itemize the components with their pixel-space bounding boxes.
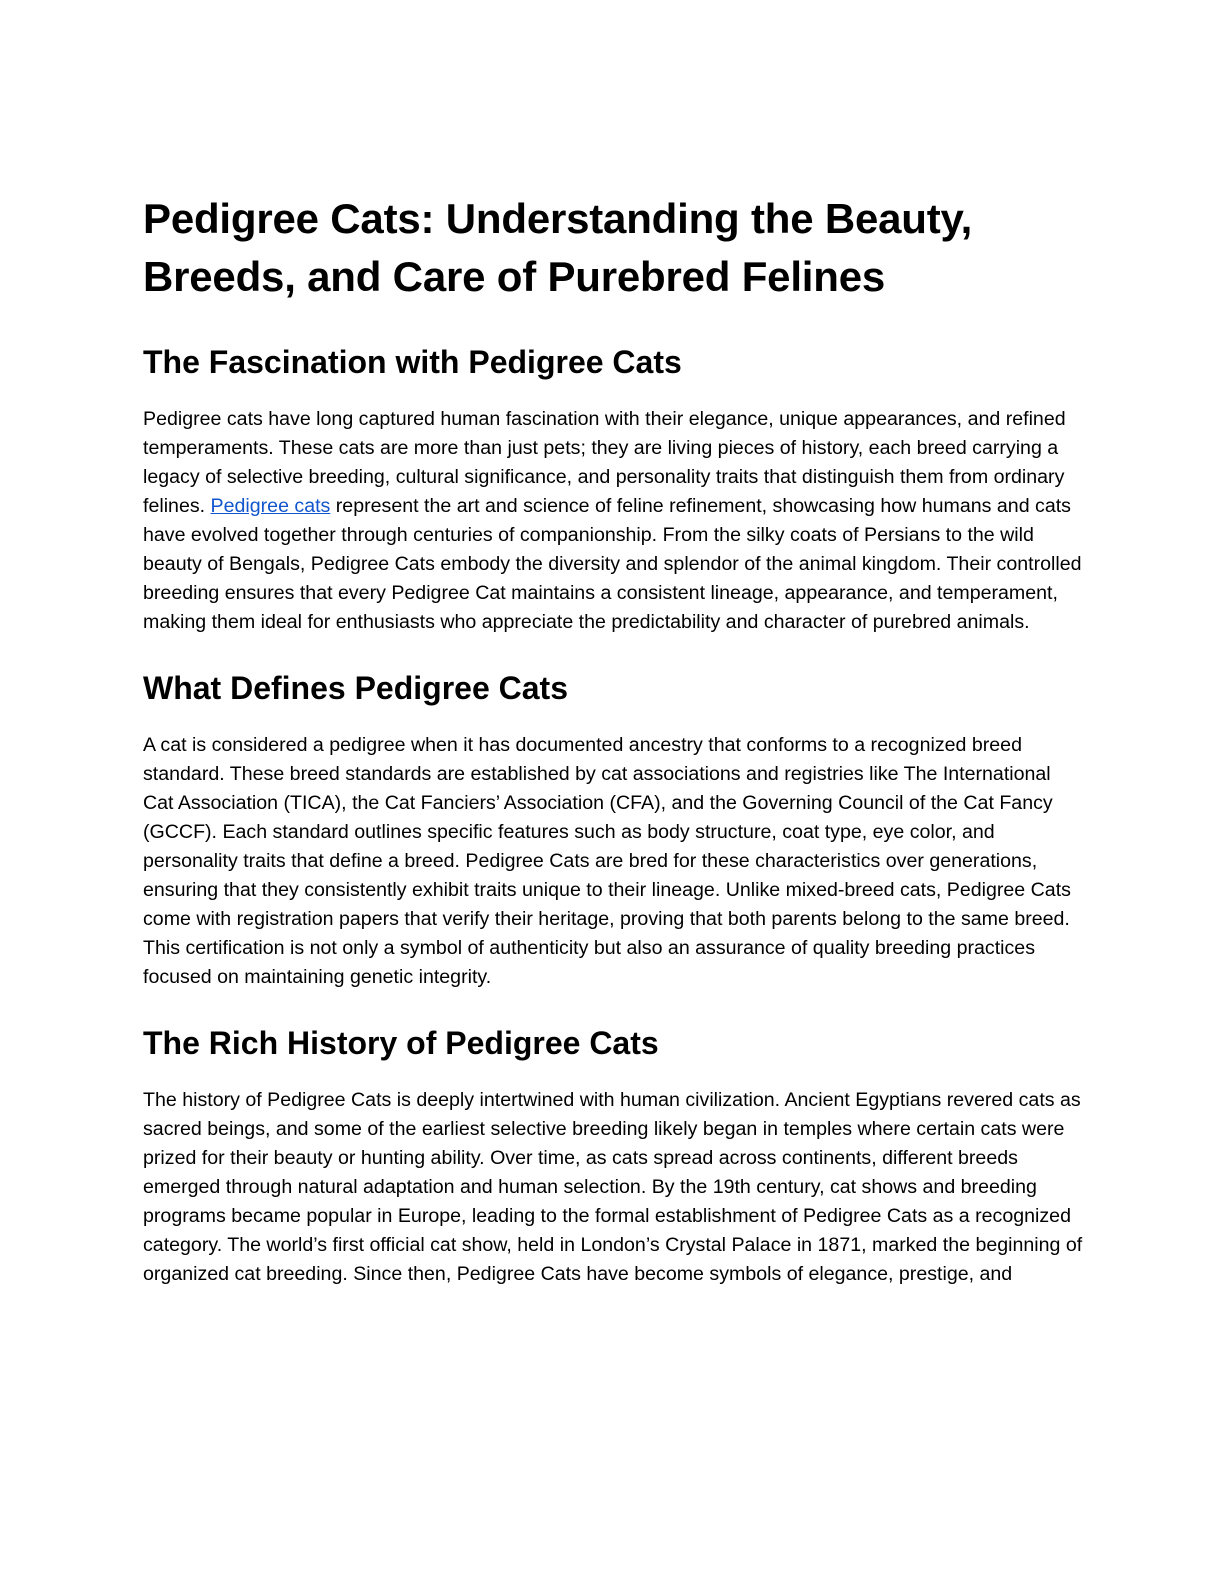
paragraph-text: Pedigree cats have long captured human fascination with their elegance, unique appearances, and refined temperaments. These cats are more than just pets; they are living pieces of history, each breed carrying a legacy of selective breeding, cultural significance, and personality traits that distinguish them from ordinary felines. xyxy=(143,408,1066,517)
paragraph-what-defines: A cat is considered a pedigree when it has documented ancestry that conforms to a recognized breed standard. These breed standards are established by cat associations and registries like The International Cat Association (TICA), the Cat Fanciers’ Association (CFA), and the Governing Council of the Cat Fancy (GCCF). Each standard outlines specific features such as body structure, coat type, eye color, and personality traits that define a breed. Pedigree Cats are bred for these characteristics over generations, ensuring that they consistently exhibit traits unique to their lineage. Unlike mixed-breed cats, Pedigree Cats come with registration papers that verify their heritage, proving that both parents belong to the same breed. This certification is not only a symbol of authenticity but also an assurance of quality breeding practices focused on maintaining genetic integrity. xyxy=(143,734,1071,988)
paragraph-fascination xyxy=(143,405,1083,637)
paragraph-history: The history of Pedigree Cats is deeply intertwined with human civilization. Ancient Egyptians revered cats as sacred beings, and some of the earliest selective breeding likely began in temples where certain cats were prized for their beauty or hunting ability. Over time, as cats spread across continents, different breeds emerged through natural adaptation and human selection. By the 19th century, cat shows and breeding programs became popular in Europe, leading to the formal establishment of Pedigree Cats as a recognized category. The world’s first official cat show, held in London’s Crystal Palace in 1871, marked the beginning of organized cat breeding. Since then, Pedigree Cats have become symbols of elegance, prestige, and xyxy=(143,1089,1083,1285)
document-title: Pedigree Cats: Understanding the Beauty, Breeds, and Care of Purebred Felines xyxy=(143,195,973,300)
section-heading-what-defines: What Defines Pedigree Cats xyxy=(143,670,568,706)
pedigree-cats-link[interactable]: Pedigree cats xyxy=(210,495,331,517)
document-page xyxy=(143,190,1083,1289)
paragraph-text: represent the art and science of feline refinement, showcasing how humans and cats have evolved together through centuries of companionship. From the silky coats of Persians to the wild beauty of Bengals, Pedigree Cats embody the diversity and splendor of the animal kingdom. Their controlled breeding ensures that every Pedigree Cat maintains a consistent lineage, appearance, and temperament, making them ideal for enthusiasts who appreciate the predictability and character of purebred animals. xyxy=(143,495,1082,633)
section-heading-history: The Rich History of Pedigree Cats xyxy=(143,1025,659,1061)
section-heading-fascination: The Fascination with Pedigree Cats xyxy=(143,344,682,380)
